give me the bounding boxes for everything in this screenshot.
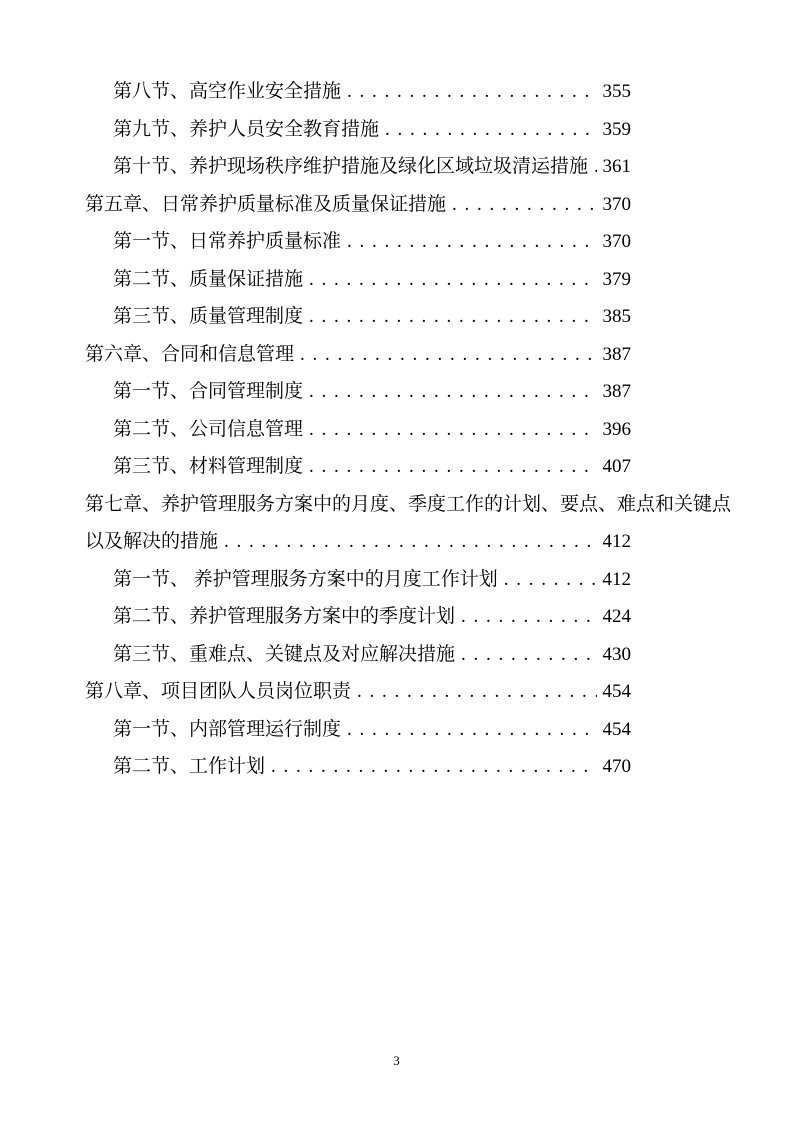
toc-entry[interactable]	[85, 636, 737, 674]
toc-entry-page: 359	[602, 118, 631, 140]
toc-entry-page: 454	[602, 681, 631, 702]
toc-entry-label: 第一节、日常养护质量标准	[113, 231, 342, 252]
toc-dot-leader	[347, 73, 596, 111]
toc-entry-label: 第一节、内部管理运行制度	[113, 718, 342, 740]
toc-dot-leader	[309, 298, 596, 336]
page-number: 3	[393, 1053, 400, 1068]
toc-entry-page: 370	[602, 231, 631, 252]
toc-entry-label: 第二节、工作计划	[113, 756, 266, 777]
toc-entry-page: 430	[602, 643, 631, 665]
toc-entry[interactable]	[85, 598, 737, 636]
toc-entry-label: 第一节、合同管理制度	[113, 381, 304, 402]
toc-entry-label: 第六章、合同和信息管理	[85, 343, 295, 365]
toc-entry-label: 第二节、公司信息管理	[113, 418, 304, 440]
toc-entry-page: 385	[602, 306, 631, 327]
toc-entry-label: 第二节、质量保证措施	[113, 268, 304, 290]
toc-entry[interactable]	[85, 561, 737, 599]
page-footer	[0, 1053, 793, 1069]
toc-entry-label: 第五章、日常养护质量标准及质量保证措施	[85, 193, 447, 215]
toc-entry[interactable]	[85, 748, 737, 786]
toc-dot-leader	[385, 111, 596, 149]
toc-entry-page: 412	[602, 568, 631, 590]
toc-entry-page: 370	[602, 193, 631, 215]
toc-entry[interactable]	[85, 298, 737, 336]
toc-entry-label: 第八章、项目团队人员岗位职责	[85, 681, 352, 702]
toc-dot-leader	[357, 673, 596, 711]
toc-entry-label: 第七章、养护管理服务方案中的月度、季度工作的计划、要点、难点和关键点	[85, 493, 732, 515]
toc-dot-leader	[461, 636, 596, 674]
toc-entry-page: 470	[602, 756, 631, 777]
toc-entry-label: 第三节、重难点、关键点及对应解决措施	[113, 643, 456, 665]
toc-entry-page: 412	[602, 531, 631, 552]
toc-entry[interactable]	[85, 448, 737, 486]
toc-dot-leader	[309, 373, 596, 411]
toc-dot-leader	[309, 261, 596, 299]
toc-entry-page: 361	[602, 156, 631, 177]
toc-entry-label: 第九节、养护人员安全教育措施	[113, 118, 380, 140]
table-of-contents	[0, 73, 793, 786]
toc-entry[interactable]	[85, 111, 737, 149]
toc-entry-page: 387	[602, 343, 631, 365]
toc-entry-label: 第三节、质量管理制度	[113, 306, 304, 327]
toc-entry-page: 396	[602, 418, 631, 440]
toc-dot-leader	[347, 223, 596, 261]
toc-dot-leader	[452, 186, 596, 224]
toc-entry[interactable]	[85, 73, 737, 111]
toc-dot-leader	[461, 598, 596, 636]
toc-entry-page: 355	[602, 81, 631, 102]
toc-entry[interactable]	[85, 223, 737, 261]
toc-entry[interactable]	[85, 486, 737, 524]
toc-dot-leader	[309, 448, 596, 486]
toc-entry-label: 第三节、材料管理制度	[113, 456, 304, 477]
toc-entry[interactable]	[85, 373, 737, 411]
toc-dot-leader	[224, 523, 596, 561]
toc-entry[interactable]	[85, 186, 737, 224]
toc-entry-label: 第十节、养护现场秩序维护措施及绿化区域垃圾清运措施	[113, 156, 589, 177]
toc-entry[interactable]	[85, 411, 737, 449]
toc-entry-label: 第一节、 养护管理服务方案中的月度工作计划	[113, 568, 498, 590]
toc-entry-page: 424	[602, 606, 631, 627]
toc-entry[interactable]	[85, 523, 737, 561]
toc-entry[interactable]	[85, 261, 737, 299]
toc-dot-leader	[594, 148, 596, 186]
toc-entry-label: 第二节、养护管理服务方案中的季度计划	[113, 606, 456, 627]
toc-entry-page: 454	[602, 718, 631, 740]
toc-entry-page: 379	[602, 268, 631, 290]
toc-dot-leader	[347, 711, 596, 749]
toc-dot-leader	[300, 336, 596, 374]
toc-entry[interactable]	[85, 673, 737, 711]
toc-entry[interactable]	[85, 711, 737, 749]
toc-entry-page: 387	[602, 381, 631, 402]
toc-entry-label: 以及解决的措施	[85, 531, 219, 552]
toc-dot-leader	[271, 748, 596, 786]
toc-entry-label: 第八节、高空作业安全措施	[113, 81, 342, 102]
toc-entry[interactable]	[85, 148, 737, 186]
toc-dot-leader	[309, 411, 596, 449]
toc-entry[interactable]	[85, 336, 737, 374]
toc-dot-leader	[504, 561, 597, 599]
toc-entry-page: 407	[602, 456, 631, 477]
